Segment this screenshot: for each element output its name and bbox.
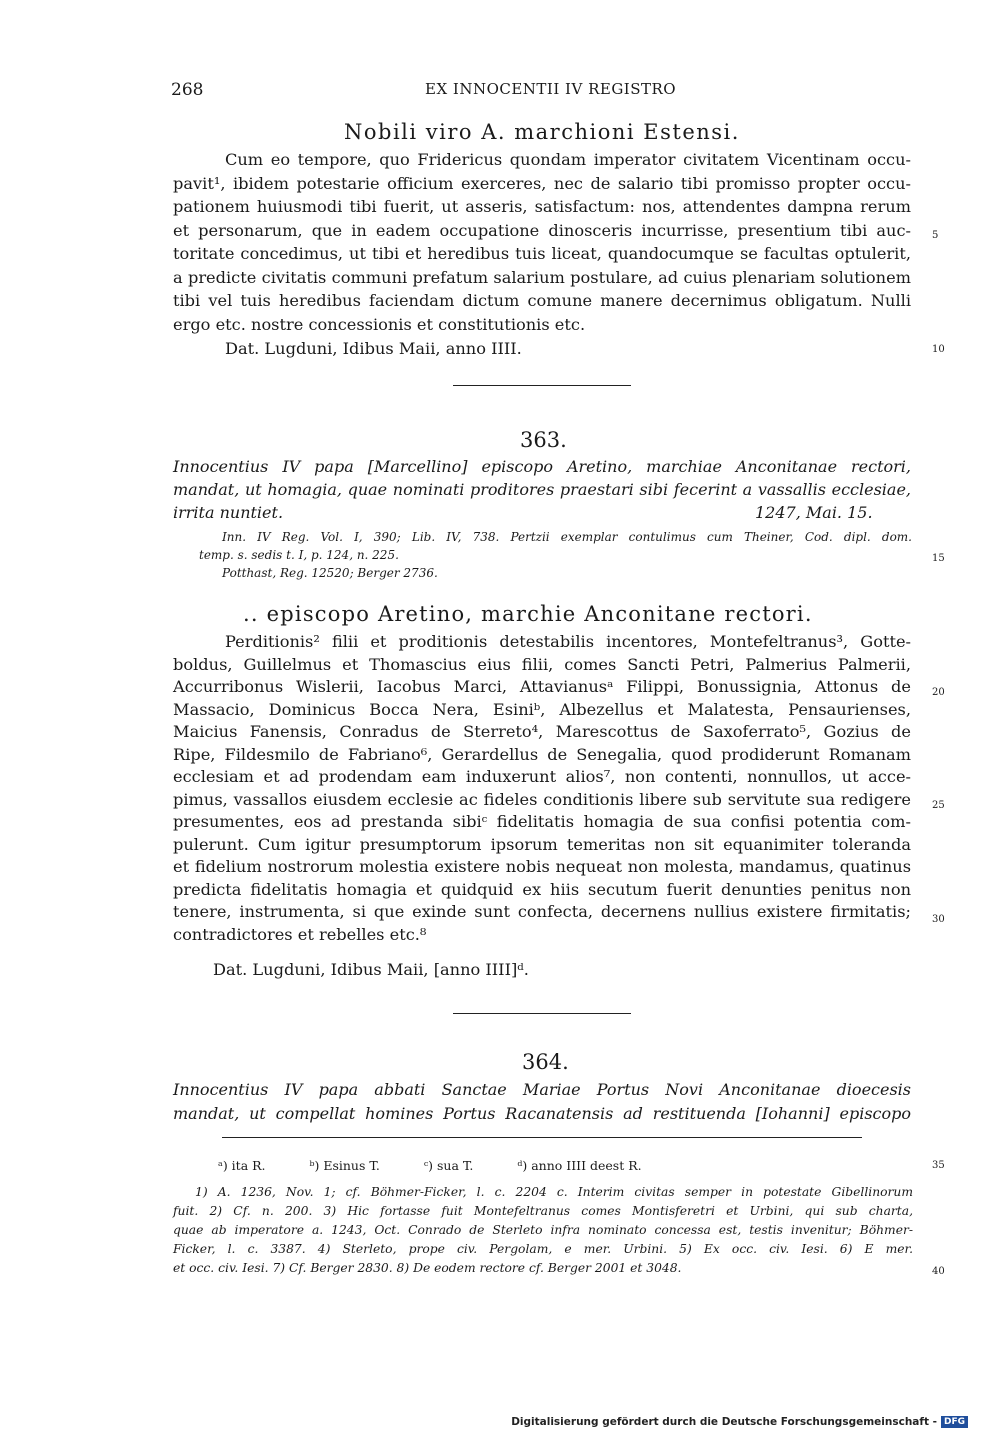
dating-clause: Dat. Lugduni, Idibus Maii, anno IIII. bbox=[225, 339, 522, 358]
margin-line-number: 30 bbox=[932, 914, 945, 925]
text-line: toritate concedimus, ut tibi et heredibus tuis liceat, quandocumque se facultas optulerit, bbox=[173, 244, 911, 263]
section-divider bbox=[453, 385, 631, 386]
text-line: et personarum, que in eadem occupatione dinosceris incurrisse, presentium tibi auc- bbox=[173, 220, 911, 240]
page-number: 268 bbox=[171, 80, 204, 100]
text-line: tibi vel tuis heredibus faciendam dictum comune manere decernimus obligatum. Nulli bbox=[173, 291, 911, 310]
summary-line: Innocentius IV papa [Marcellino] episcopo Aretino, marchiae Anconitanae rectori, bbox=[173, 457, 911, 476]
margin-line-number: 35 bbox=[932, 1160, 945, 1171]
text-line: tenere, instrumenta, si que exinde sunt confecta, decernens nullius existere firmitatis; bbox=[173, 902, 911, 921]
running-title: EX INNOCENTII IV REGISTRO bbox=[425, 80, 677, 98]
summary-line: irrita nuntiet. bbox=[173, 503, 284, 522]
text-line: a predicte civitatis communi prefatum salarium postulare, ad cuius plenariam solutionem bbox=[173, 267, 911, 287]
footnote-line: 1) A. 1236, Nov. 1; cf. Böhmer-Ficker, l. c. 2204 c. Interim civitas semper in potestate Gibellinorum bbox=[195, 1185, 913, 1199]
text-line: pimus, vassallos eiusdem ecclesie ac fideles conditionis libere sub servitute sua redigere bbox=[173, 789, 911, 809]
text-line: Massacio, Dominicus Bocca Nera, Esiniᵇ, Albezellus et Malatesta, Pensaurienses, bbox=[173, 699, 911, 719]
text-line: pulerunt. Cum igitur presumptorum ipsorum temeritas non sit equanimiter toleranda bbox=[173, 834, 911, 854]
footnote-line: quae ab imperatore a. 1243, Oct. Conrado de Sterleto infra nominato concessa est, testis invenitur; Böhmer- bbox=[173, 1223, 913, 1237]
reference-line: Inn. IV Reg. Vol. I, 390; Lib. IV, 738. Pertzii exemplar contulimus cum Theiner, Cod. dipl. dom. bbox=[222, 530, 912, 544]
footnote-line: fuit. 2) Cf. n. 200. 3) Hic fortasse fuit Montefeltranus comes Montisferetri et Urbini, qui sub charta, bbox=[173, 1204, 913, 1218]
document-number: 364. bbox=[522, 1050, 569, 1074]
dfg-logo: DFG bbox=[941, 1416, 968, 1428]
text-line: Maicius Fanensis, Conradus de Sterreto⁴, Marescottus de Saxoferrato⁵, Gozius de bbox=[173, 722, 911, 741]
text-line: pavit¹, ibidem potestarie officium exerceres, nec de salario tibi promisso propter occu- bbox=[173, 173, 911, 193]
apparatus-note: ᵇ) Esinus T. bbox=[309, 1158, 380, 1173]
text-line: predicta fidelitatis homagia et quidquid ex hiis secutum fuerit denunties penitus non bbox=[173, 879, 911, 899]
apparatus-note: ᵈ) anno IIII deest R. bbox=[517, 1158, 642, 1173]
reference-line: temp. s. sedis t. I, p. 124, n. 225. bbox=[199, 548, 399, 562]
text-line: Cum eo tempore, quo Fridericus quondam imperator civitatem Vicentinam occu- bbox=[225, 150, 911, 169]
summary-line: mandat, ut compellat homines Portus Racanatensis ad restituenda [Iohanni] episcopo bbox=[173, 1104, 911, 1123]
section-divider bbox=[453, 1013, 631, 1014]
document-number: 363. bbox=[520, 428, 567, 452]
digitization-credit bbox=[511, 1416, 968, 1428]
text-line: presumentes, eos ad prestanda sibiᶜ fidelitatis homagia de sua confisi potentia com- bbox=[173, 812, 911, 831]
margin-line-number: 10 bbox=[932, 344, 945, 355]
text-line: boldus, Guillelmus et Thomascius eius filii, comes Sancti Petri, Palmerius Palmerii, bbox=[173, 654, 911, 674]
critical-apparatus bbox=[218, 1158, 682, 1173]
summary-date: 1247, Mai. 15. bbox=[755, 503, 873, 522]
letter-address: Nobili viro A. marchioni Estensi. bbox=[344, 120, 740, 144]
text-line: Ripe, Fildesmilo de Fabriano⁶, Gerardellus de Senegalia, quod prodiderunt Romanam bbox=[173, 744, 911, 764]
text-line: pationem huiusmodi tibi fuerit, ut asseris, satisfactum: nos, attendentes dampna rerum bbox=[173, 197, 911, 216]
text-line: Perditionis² filii et proditionis detestabilis incentores, Montefeltranus³, Gotte- bbox=[225, 632, 911, 651]
margin-line-number: 40 bbox=[932, 1266, 945, 1277]
text-line: Accurribonus Wislerii, Iacobus Marci, Attavianusᵃ Filippi, Bonussignia, Attonus de bbox=[173, 677, 911, 696]
text-line: ergo etc. nostre concessionis et constitutionis etc. bbox=[173, 314, 586, 334]
summary-line: mandat, ut homagia, quae nominati proditores praestari sibi fecerint a vassallis ecclesiae, bbox=[173, 480, 911, 499]
footnote-line: Ficker, l. c. 3387. 4) Sterleto, prope civ. Pergolam, e mer. Urbini. 5) Ex occ. civ. Iesi. 6) E mer. bbox=[173, 1242, 913, 1256]
text-line: contradictores et rebelles etc.⁸ bbox=[173, 924, 427, 944]
reference-line: Potthast, Reg. 12520; Berger 2736. bbox=[222, 566, 438, 580]
text-line: ecclesiam et ad prodendam eam induxerunt alios⁷, non contenti, nonnullos, ut acce- bbox=[173, 767, 911, 786]
margin-line-number: 20 bbox=[932, 687, 945, 698]
credit-text: Digitalisierung gefördert durch die Deutsche Forschungsgemeinschaft - bbox=[511, 1416, 937, 1428]
summary-line: Innocentius IV papa abbati Sanctae Mariae Portus Novi Anconitanae dioecesis bbox=[173, 1080, 911, 1099]
footnote-line: et occ. civ. Iesi. 7) Cf. Berger 2830. 8) De eodem rectore cf. Berger 2001 et 3048. bbox=[173, 1261, 682, 1275]
dating-clause: Dat. Lugduni, Idibus Maii, [anno IIII]ᵈ. bbox=[213, 960, 529, 979]
apparatus-note: ᵃ) ita R. bbox=[218, 1158, 266, 1173]
margin-line-number: 5 bbox=[932, 230, 939, 241]
text-line: et fidelium nostrorum molestia existere nobis nequeat non molesta, mandamus, quatinus bbox=[173, 857, 911, 876]
letter-address: .. episcopo Aretino, marchie Anconitane rectori. bbox=[243, 602, 813, 626]
margin-line-number: 25 bbox=[932, 800, 945, 811]
apparatus-note: ᶜ) sua T. bbox=[423, 1158, 474, 1173]
margin-line-number: 15 bbox=[932, 553, 945, 564]
footnote-divider bbox=[222, 1137, 862, 1138]
